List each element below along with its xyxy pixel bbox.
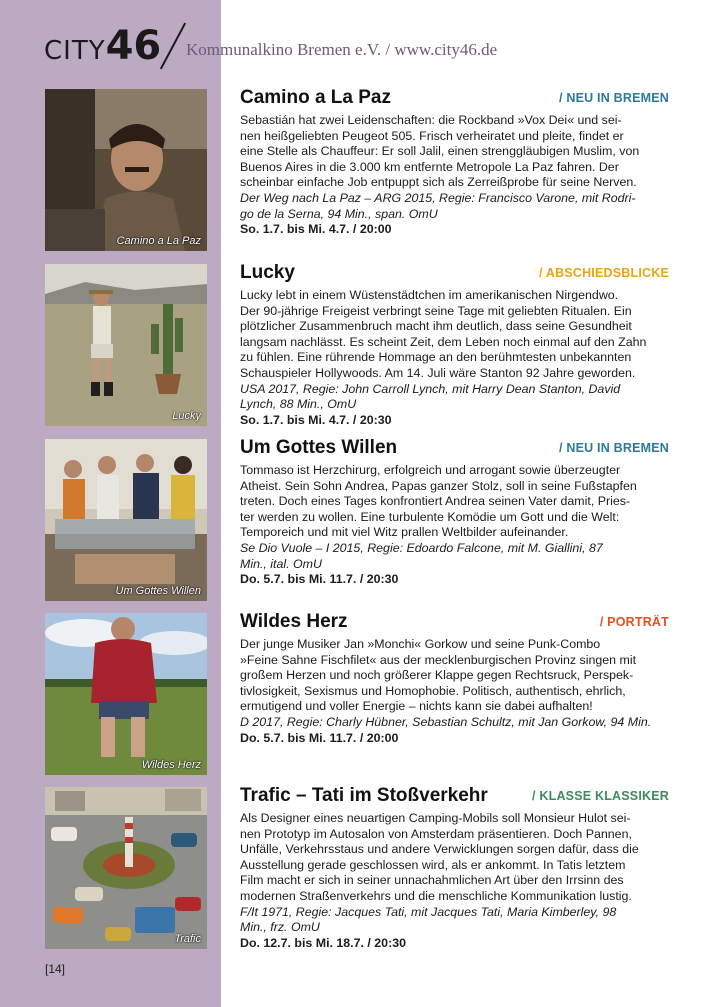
film-title: Wildes Herz [240,611,348,632]
film-category: / NEU IN BREMEN [559,91,669,105]
film-description [240,288,669,382]
description-line: Der junge Musiker Jan »Monchi« Gorkow und seine Punk-Combo [240,637,601,651]
credits-line: Der Weg nach La Paz – ARG 2015, Regie: Francisco Varone, mit Rodri- [240,190,636,205]
description-line: zu fühlen. Eine rührende Hommage an den berühmtesten unbekannten [240,350,632,365]
logo-city-text: CITY [44,36,106,66]
film-still-image [45,89,207,251]
film-credits [240,541,669,572]
film-description [240,637,669,715]
description-line: Buenos Aires in die 3.000 km entfernte Metropole La Paz fahren. Der [240,159,619,174]
film-dates: So. 1.7. bis Mi. 4.7. / 20:00 [240,222,392,237]
film-description [240,113,669,191]
film-still [45,89,207,251]
film-title: Camino a La Paz [240,87,391,108]
film-category: / PORTRÄT [599,615,669,629]
description-line: Ausstellung gerade geschlossen wird, als er ankommt. In Tatis letztem [240,857,626,872]
film-title: Trafic – Tati im Stoßverkehr [240,785,488,806]
credits-line: USA 2017, Regie: John Carroll Lynch, mit Harry Dean Stanton, David [240,381,621,396]
film-text [240,264,669,428]
description-line: eine Stelle als Chauffeur: Er soll Jalil, einen strenggläubigen Muslim, von [240,144,640,159]
film-text [240,89,669,238]
page-number: [14] [45,962,66,976]
film-still [45,613,207,775]
city46-logo [44,23,162,70]
film-still-caption: Um Gottes Willen [115,585,201,597]
film-dates: Do. 5.7. bis Mi. 11.7. / 20:30 [240,572,399,587]
film-dates: So. 1.7. bis Mi. 4.7. / 20:30 [240,412,392,427]
film-still-caption: Lucky [172,410,201,422]
film-dates: Do. 12.7. bis Mi. 18.7. / 20:30 [240,935,406,950]
description-line: Schauspieler Hollywoods. Am 14. Juli wäre Stanton 92 Jahre geworden. [240,365,636,380]
film-title: Lucky [240,262,295,283]
description-line: Sebastián hat zwei Leidenschaften: die Rockband »Vox Dei« und sei- [240,113,622,127]
film-text [240,787,669,951]
description-line: plötzlicher Zusammenbruch macht ihm deutlich, dass seine Gesundheit [240,319,632,334]
description-line: großem Herzen und noch größerer Klappe gegen Rechtsruck, Perspek- [240,668,634,683]
description-line: Der 90-jährige Freigeist verbringt seine Tage mit geliebten Ritualen. Ein [240,303,632,318]
film-still-caption: Wildes Herz [141,759,201,771]
description-line: Atheist. Sein Sohn Andrea, Papas ganzer Stolz, soll in seine Fußstapfen [240,478,637,493]
film-still-image [45,613,207,775]
film-category: / ABSCHIEDSBLICKE [538,266,669,280]
film-still-image [45,264,207,426]
header-divider [160,23,186,70]
description-line: Unfälle, Verkehrsstaus und andere Verwicklungen sorgen dafür, dass die [240,842,639,857]
film-still [45,264,207,426]
film-credits [240,715,669,731]
film-category: / KLASSE KLASSIKER [532,789,669,803]
credits-line: Min., frz. OmU [240,920,320,935]
description-line: Als Designer eines neuartigen Camping-Mobils soll Monsieur Hulot sei- [240,811,631,825]
film-still-image [45,439,207,601]
film-dates: Do. 5.7. bis Mi. 11.7. / 20:00 [240,730,399,745]
description-line: scheinbar einfache Job entpuppt sich als Zerreißprobe für seine Nerven. [240,175,637,190]
credits-line: D 2017, Regie: Charly Hübner, Sebastian Schultz, mit Jan Gorkow, 94 Min. [240,714,652,729]
credits-line: Lynch, 88 Min., OmU [240,397,357,412]
credits-line: Se Dio Vuole – I 2015, Regie: Edoardo Falcone, mit M. Giallini, 87 [240,540,603,555]
film-description [240,811,669,905]
description-line: nen heißgeliebten Peugeot 505. Frisch verheiratet und pleite, findet er [240,128,624,143]
film-text [240,439,669,588]
description-line: Lucky lebt in einem Wüstenstädtchen im amerikanischen Nirgendwo. [240,288,619,302]
film-category: / NEU IN BREMEN [559,441,669,455]
description-line: tivlosigkeit, Sexismus und Homophobie. Politisch, authentisch, ehrlich, [240,683,626,698]
description-line: modernen Straßenverkehrs und die menschliche Kommunikation lustig. [240,888,632,903]
credits-line: F/It 1971, Regie: Jacques Tati, mit Jacques Tati, Maria Kimberley, 98 [240,904,617,919]
header-tagline: Kommunalkino Bremen e.V. / www.city46.de [186,40,498,59]
description-line: ermutigend und voller Energie – nichts kann sie dabei aufhalten! [240,699,593,714]
description-line: Film macht er sich in seiner unnachahmlichen Art über den Irrsinn des [240,873,624,888]
description-line: Tommaso ist Herzchirurg, erfolgreich und arrogant sowie überzeugter [240,463,621,477]
description-line: »Feine Sahne Fischfilet« aus der mecklenburgischen Provinz singen mit [240,652,637,667]
description-line: nen Prototyp im Autosalon von Amsterdam präsentieren. Doch Pannen, [240,826,632,841]
film-still-caption: Trafic [174,933,201,945]
film-credits [240,382,669,413]
credits-line: Min., ital. OmU [240,556,322,571]
film-still [45,787,207,949]
film-credits [240,191,669,222]
page-header [44,18,704,70]
film-description [240,463,669,541]
film-still-caption: Camino a La Paz [116,235,201,247]
description-line: Temporeich und mit viel Witz prallen Weltbilder aufeinander. [240,525,569,540]
description-line: langsam nachlässt. Es scheint Zeit, dem Leben noch einmal auf den Zahn [240,334,647,349]
description-line: treten. Doch eines Tages konfrontiert Andrea seinen Vater damit, Pries- [240,494,631,509]
film-still-image [45,787,207,949]
film-credits [240,905,669,936]
logo-number-text: 46 [105,23,162,69]
film-text [240,613,669,746]
credits-line: go de la Serna, 94 Min., span. OmU [240,206,438,221]
film-title: Um Gottes Willen [240,437,398,458]
film-still [45,439,207,601]
description-line: ter werden zu wollen. Eine turbulente Komödie um Gott und die Welt: [240,509,620,524]
